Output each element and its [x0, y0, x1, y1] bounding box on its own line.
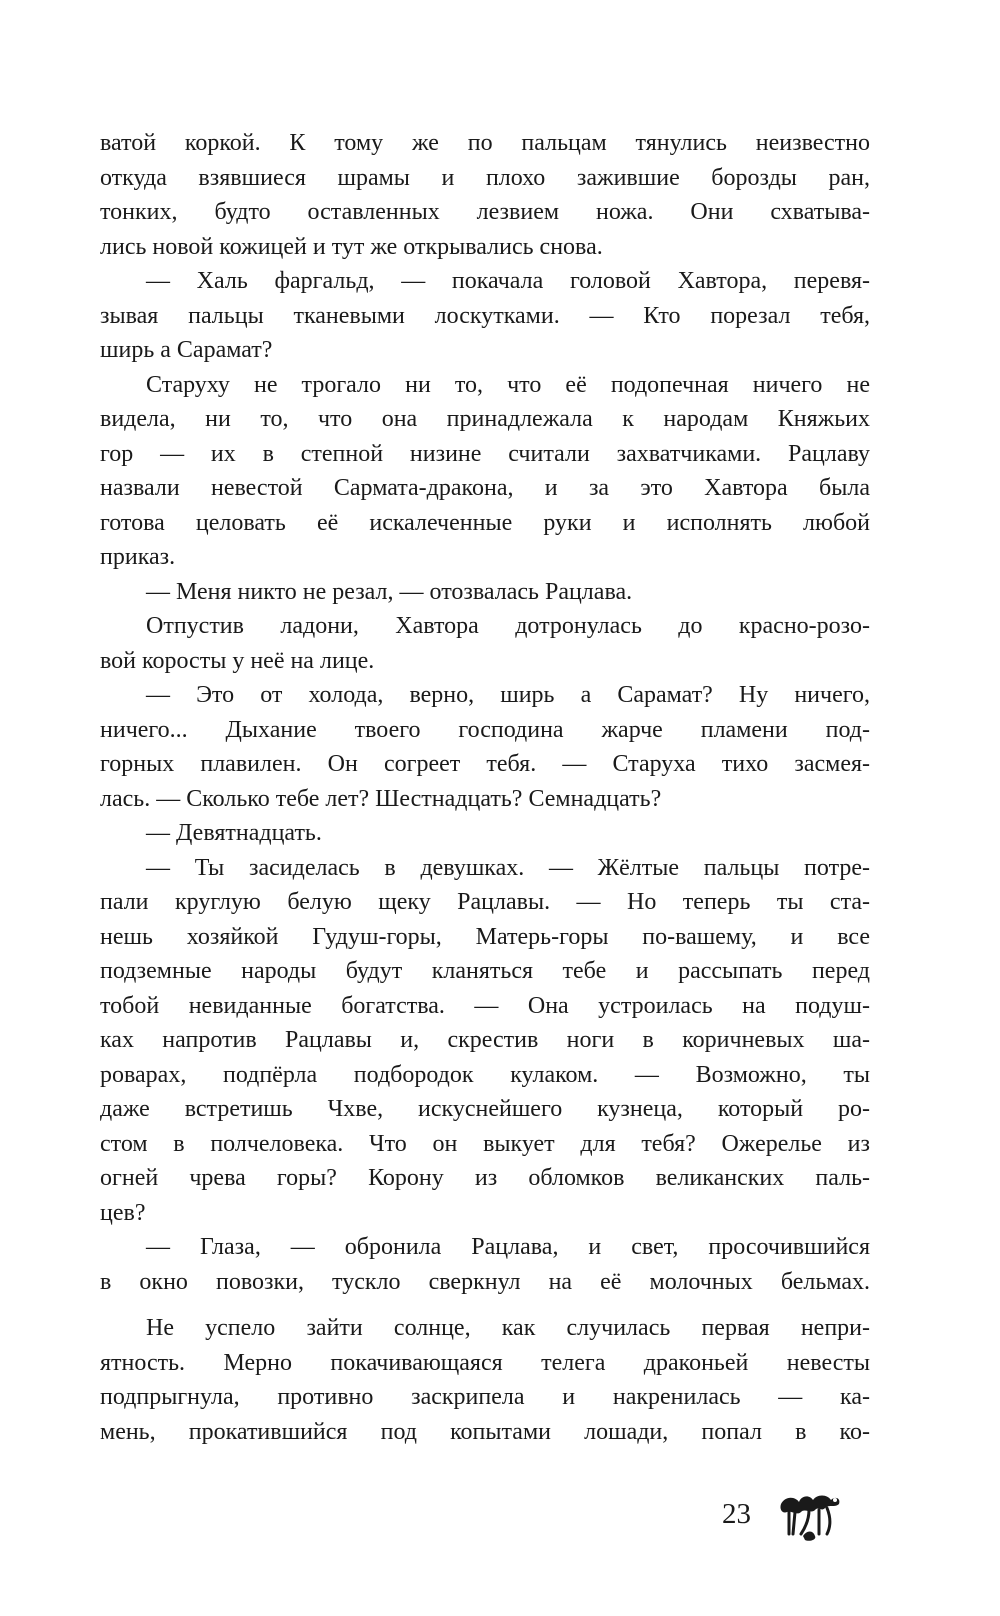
text-line: ширь а Сарамат?	[100, 337, 273, 363]
text-line: Старуху не трогало ни то, что её подопечная ничего не	[146, 371, 870, 398]
text-line: в окно повозки, тускло сверкнул на её молочных бельмах.	[100, 1268, 870, 1295]
text-line: — Это от холода, верно, ширь а Сарамат? Ну ничего,	[146, 682, 870, 708]
text-line: вой коросты у неё на лице.	[100, 647, 375, 674]
section-gap	[100, 1299, 870, 1311]
text-line: Не успело зайти солнце, как случилась первая непри-	[146, 1315, 870, 1341]
text-line: гор — их в степной низине считали захватчиками. Рацлаву	[100, 440, 870, 467]
text-line: цев?	[100, 1199, 146, 1226]
text-line: ватой коркой. К тому же по пальцам тянулись неизвестно	[100, 130, 870, 156]
dragon-ornament-icon	[775, 1490, 845, 1542]
text-line: огней чрева горы? Корону из обломков великанских паль-	[100, 1165, 870, 1191]
text-line: Отпустив ладони, Хавтора дотронулась до красно-розо-	[146, 613, 870, 639]
text-line: ничего... Дыхание твоего господина жарче пламени под-	[100, 716, 870, 743]
text-line: — Меня никто не резал, — отозвалась Рацлава.	[146, 578, 633, 605]
page-number: 23	[722, 1498, 751, 1530]
text-line: даже встретишь Чхве, искуснейшего кузнеца, который ро-	[100, 1096, 870, 1122]
text-line: мень, прокатившийся под копытами лошади, попал в ко-	[100, 1418, 870, 1445]
text-line: стом в полчеловека. Что он выкует для тебя? Ожерелье из	[100, 1130, 870, 1157]
text-line: нешь хозяйкой Гудуш-горы, Матерь-горы по-вашему, и все	[100, 923, 870, 950]
page-body	[100, 126, 870, 1449]
text-line: видела, ни то, что она принадлежала к народам Княжьих	[100, 406, 870, 432]
text-line: тобой невиданные богатства. — Она устроилась на подуш-	[100, 992, 870, 1019]
text-line: ках напротив Рацлавы и, скрестив ноги в коричневых ша-	[100, 1027, 870, 1053]
text-line: пали круглую белую щеку Рацлавы. — Но теперь ты ста-	[100, 889, 870, 915]
text-line: — Халь фаргальд, — покачала головой Хавтора, перевя-	[146, 268, 870, 294]
text-line: ятность. Мерно покачивающаяся телега драконьей невесты	[100, 1349, 870, 1376]
text-line: горных плавилен. Он согреет тебя. — Старуха тихо засмея-	[100, 751, 870, 777]
text-line: лись новой кожицей и тут же открывались снова.	[100, 233, 603, 260]
text-line: лась. — Сколько тебе лет? Шестнадцать? Семнадцать?	[100, 785, 662, 812]
text-line: откуда взявшиеся шрамы и плохо зажившие борозды ран,	[100, 164, 870, 191]
text-line: подпрыгнула, противно заскрипела и накренилась — ка-	[100, 1384, 870, 1410]
text-line: — Ты засиделась в девушках. — Жёлтые пальцы потре-	[146, 854, 870, 881]
text-line: назвали невестой Сармата-дракона, и за это Хавтора была	[100, 475, 870, 501]
text-line: готова целовать её искалеченные руки и исполнять любой	[100, 509, 870, 536]
text-line: роварах, подпёрла подбородок кулаком. — Возможно, ты	[100, 1061, 870, 1088]
text-line: приказ.	[100, 544, 176, 570]
text-line: подземные народы будут кланяться тебе и рассыпать перед	[100, 958, 870, 984]
text-line: тонких, будто оставленных лезвием ножа. Они схватыва-	[100, 199, 870, 225]
text-line: зывая пальцы тканевыми лоскутками. — Кто порезал тебя,	[100, 302, 870, 329]
text-line: — Девятнадцать.	[146, 820, 322, 846]
text-line: — Глаза, — обронила Рацлава, и свет, просочившийся	[146, 1234, 870, 1260]
